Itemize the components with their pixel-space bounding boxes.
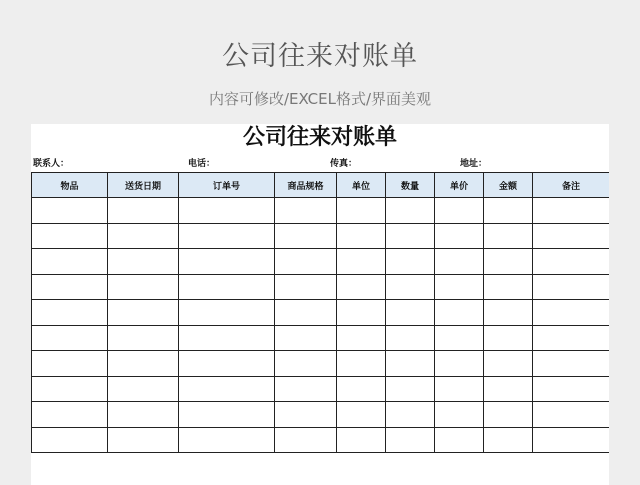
table-cell[interactable]	[275, 427, 337, 453]
table-cell[interactable]	[337, 376, 386, 402]
table-body	[32, 198, 610, 453]
table-row	[32, 402, 610, 428]
table-cell[interactable]	[32, 427, 108, 453]
table-cell[interactable]	[108, 300, 179, 326]
table-cell[interactable]	[484, 300, 533, 326]
table-cell[interactable]	[108, 198, 179, 224]
table-cell[interactable]	[337, 223, 386, 249]
table-cell[interactable]	[484, 402, 533, 428]
table-cell[interactable]	[32, 402, 108, 428]
address-label: 地址：	[460, 159, 488, 169]
table-cell[interactable]	[179, 223, 275, 249]
statement-sheet	[31, 124, 609, 485]
info-row	[31, 156, 609, 170]
sheet-title: 公司往来对账单	[242, 125, 397, 150]
table-cell[interactable]	[386, 223, 435, 249]
table-row	[32, 300, 610, 326]
table-cell[interactable]	[32, 198, 108, 224]
table-cell[interactable]	[179, 427, 275, 453]
table-cell[interactable]	[484, 427, 533, 453]
table-cell[interactable]	[386, 351, 435, 377]
table-cell[interactable]	[179, 402, 275, 428]
table-row	[32, 351, 610, 377]
table-cell[interactable]	[435, 274, 484, 300]
table-cell[interactable]	[275, 274, 337, 300]
table-row	[32, 325, 610, 351]
table-cell[interactable]	[435, 198, 484, 224]
table-cell[interactable]	[435, 351, 484, 377]
table-cell[interactable]	[386, 249, 435, 275]
table-row	[32, 223, 610, 249]
column-header: 物品	[32, 173, 108, 198]
banner-title: 公司往来对账单	[222, 41, 418, 72]
table-cell[interactable]	[386, 198, 435, 224]
table-cell[interactable]	[337, 325, 386, 351]
column-header: 单价	[435, 173, 484, 198]
table-cell[interactable]	[386, 274, 435, 300]
table-cell[interactable]	[435, 249, 484, 275]
table-cell[interactable]	[179, 351, 275, 377]
table-cell[interactable]	[533, 427, 610, 453]
table-row	[32, 249, 610, 275]
table-cell[interactable]	[484, 223, 533, 249]
table-cell[interactable]	[32, 351, 108, 377]
banner-subtitle: 内容可修改/EXCEL格式/界面美观	[208, 90, 432, 108]
table-row	[32, 274, 610, 300]
table-cell[interactable]	[484, 249, 533, 275]
table-cell[interactable]	[533, 198, 610, 224]
table-cell[interactable]	[337, 249, 386, 275]
table-cell[interactable]	[435, 300, 484, 326]
table-cell[interactable]	[179, 198, 275, 224]
table-cell[interactable]	[484, 325, 533, 351]
contact-label: 联系人：	[33, 159, 70, 169]
table-cell[interactable]	[337, 402, 386, 428]
table-cell[interactable]	[179, 249, 275, 275]
table-cell[interactable]	[386, 300, 435, 326]
table-cell[interactable]	[435, 376, 484, 402]
table-cell[interactable]	[108, 325, 179, 351]
statement-table	[31, 172, 609, 453]
table-row	[32, 376, 610, 402]
table-cell[interactable]	[533, 274, 610, 300]
table-cell[interactable]	[435, 325, 484, 351]
column-header: 备注	[533, 173, 610, 198]
table-row	[32, 427, 610, 453]
table-cell[interactable]	[275, 376, 337, 402]
table-cell[interactable]	[386, 402, 435, 428]
table-cell[interactable]	[179, 300, 275, 326]
table-cell[interactable]	[275, 223, 337, 249]
table-cell[interactable]	[386, 325, 435, 351]
table-cell[interactable]	[435, 223, 484, 249]
column-header: 送货日期	[108, 173, 179, 198]
table-cell[interactable]	[533, 376, 610, 402]
table-cell[interactable]	[275, 325, 337, 351]
table-cell[interactable]	[337, 427, 386, 453]
table-cell[interactable]	[533, 300, 610, 326]
column-header: 金额	[484, 173, 533, 198]
table-cell[interactable]	[275, 198, 337, 224]
table-cell[interactable]	[32, 325, 108, 351]
table-cell[interactable]	[108, 223, 179, 249]
table-row	[32, 198, 610, 224]
table-cell[interactable]	[275, 402, 337, 428]
table-cell[interactable]	[108, 402, 179, 428]
table-cell[interactable]	[435, 427, 484, 453]
table-cell[interactable]	[32, 249, 108, 275]
table-cell[interactable]	[179, 376, 275, 402]
column-header: 商品规格	[275, 173, 337, 198]
table-cell[interactable]	[337, 351, 386, 377]
table-cell[interactable]	[275, 300, 337, 326]
phone-label: 电话：	[188, 159, 216, 169]
table-cell[interactable]	[108, 427, 179, 453]
table-cell[interactable]	[386, 376, 435, 402]
table-cell[interactable]	[108, 249, 179, 275]
table-cell[interactable]	[337, 274, 386, 300]
table-cell[interactable]	[484, 376, 533, 402]
column-header: 数量	[386, 173, 435, 198]
column-header: 单位	[337, 173, 386, 198]
table-cell[interactable]	[32, 274, 108, 300]
table-cell[interactable]	[108, 376, 179, 402]
column-header: 订单号	[179, 173, 275, 198]
table-cell[interactable]	[533, 402, 610, 428]
table-cell[interactable]	[533, 249, 610, 275]
table-cell[interactable]	[32, 376, 108, 402]
table-cell[interactable]	[435, 402, 484, 428]
table-header-row	[32, 173, 610, 198]
table-cell[interactable]	[484, 198, 533, 224]
table-cell[interactable]	[179, 274, 275, 300]
table-cell[interactable]	[108, 274, 179, 300]
table-cell[interactable]	[337, 198, 386, 224]
table-cell[interactable]	[275, 351, 337, 377]
fax-label: 传真：	[330, 159, 358, 169]
table-cell[interactable]	[484, 351, 533, 377]
table-cell[interactable]	[337, 300, 386, 326]
table-cell[interactable]	[32, 300, 108, 326]
table-cell[interactable]	[108, 351, 179, 377]
table-cell[interactable]	[275, 249, 337, 275]
table-cell[interactable]	[533, 223, 610, 249]
table-cell[interactable]	[386, 427, 435, 453]
table-cell[interactable]	[179, 325, 275, 351]
table-cell[interactable]	[533, 351, 610, 377]
table-cell[interactable]	[32, 223, 108, 249]
table-cell[interactable]	[484, 274, 533, 300]
table-cell[interactable]	[533, 325, 610, 351]
